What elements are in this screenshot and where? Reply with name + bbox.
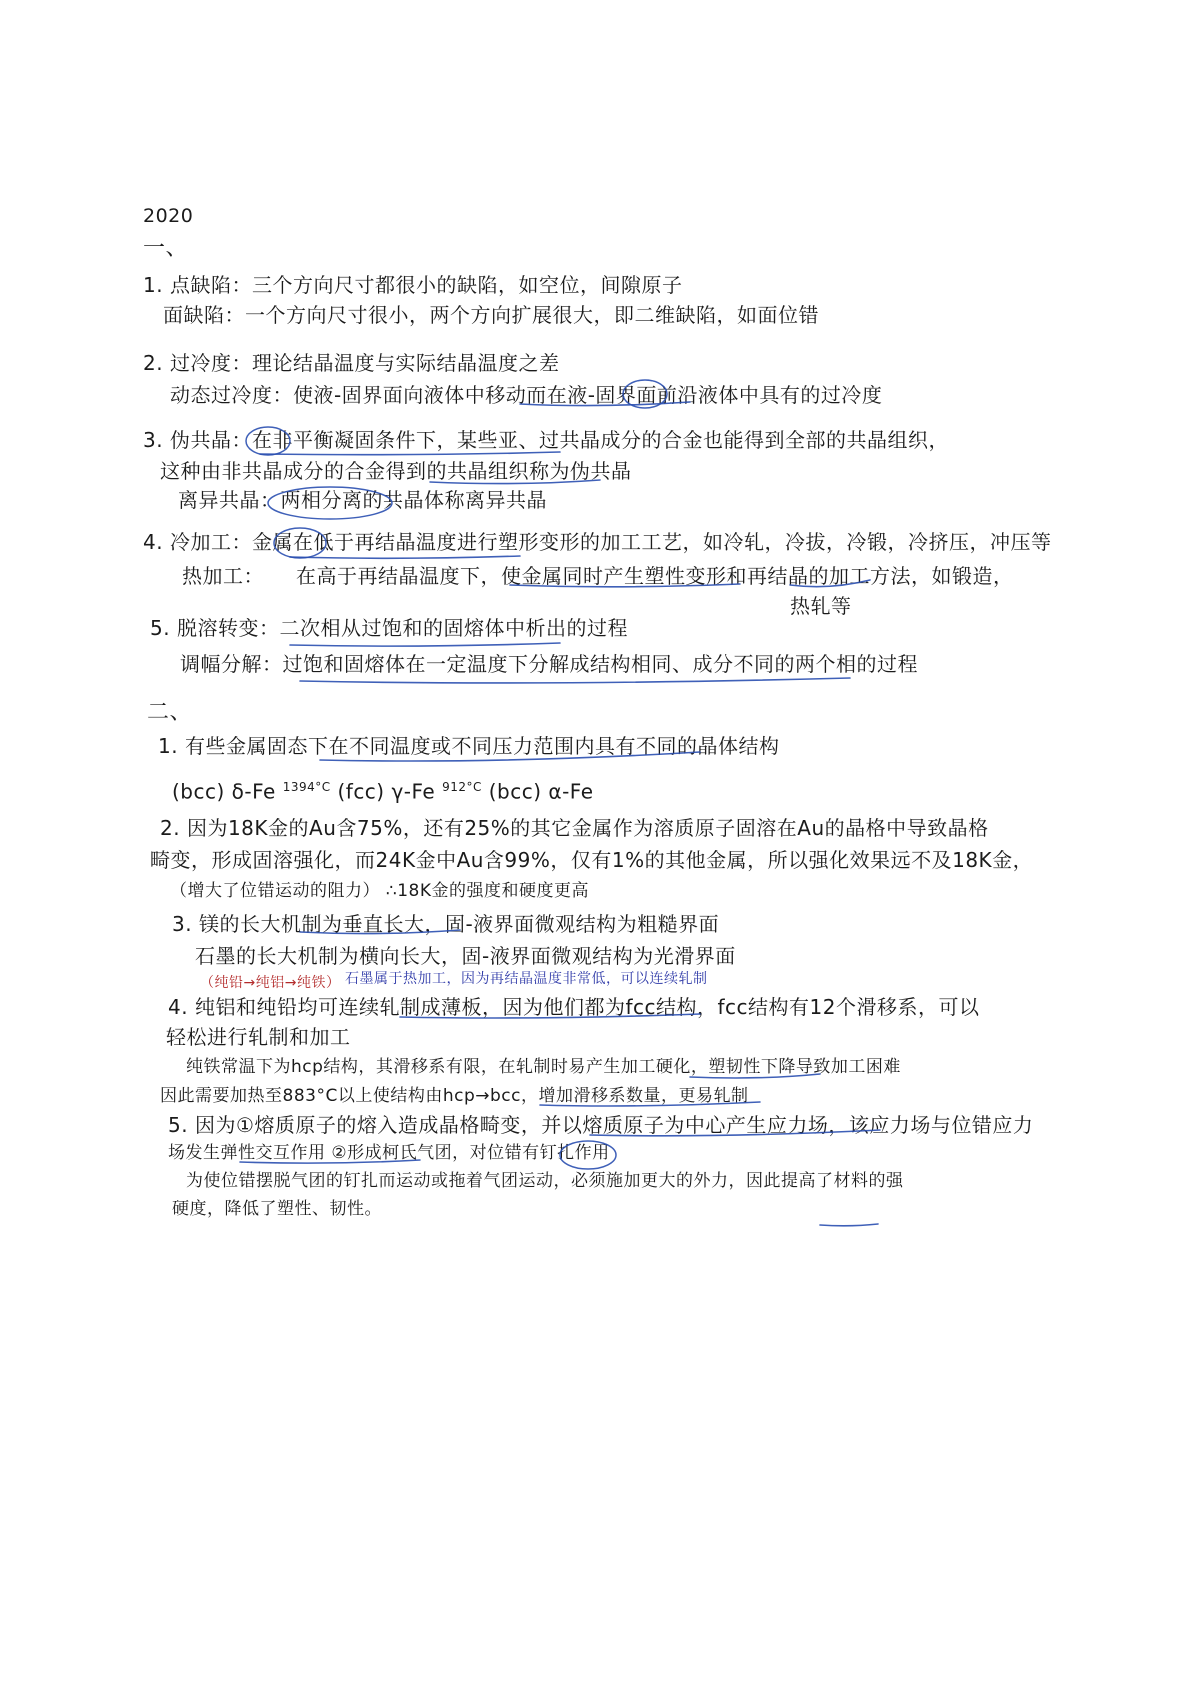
p1-item1-line1: [143, 272, 682, 298]
p2-item2-line1: [160, 815, 989, 841]
year-label: 2020: [143, 205, 194, 227]
underline-p1-5b: [300, 678, 850, 683]
p1-item2-number: 2.: [143, 351, 164, 375]
p1-item4-line1: [143, 529, 1051, 555]
part2-marker: 二、: [147, 700, 193, 725]
p2-item4-line1: [168, 994, 979, 1020]
p2-phase-gamma: (fcc) γ-Fe: [337, 779, 436, 804]
p1-item3-line2: 这种由非共晶成分的合金得到的共晶组织称为伪共晶: [160, 459, 632, 483]
p2-item2-text-a: 因为18K金的Au含75%，还有25%的其它金属作为溶质原子固溶在Au的晶格中导致晶格: [186, 816, 989, 840]
p1-item4-number: 4.: [143, 530, 164, 554]
p1-item4-line3: 在高于再结晶温度下，使金属同时产生塑性变形和再结晶的加工方法，如锻造，: [296, 564, 1014, 588]
p1-item3-line3: 离异共晶：两相分离的共晶体称离异共晶: [178, 488, 547, 512]
p2-item5-line2: 场发生弹性交互作用 ②形成柯氏气团，对位错有钉扎作用: [168, 1143, 610, 1163]
p2-item1-number: 1.: [158, 734, 179, 758]
p2-item4-text-a: 纯铝和纯铅均可连续轧制成薄板，因为他们都为fcc结构，fcc结构有12个滑移系，可以: [194, 995, 980, 1019]
p2-item5-number: 5.: [168, 1113, 189, 1137]
p1-item1-line2: 面缺陷：一个方向尺寸很小，两个方向扩展很大，即二维缺陷，如面位错: [163, 303, 819, 327]
p2-temp-1394: 1394°C: [282, 780, 331, 794]
p2-item4-line2: 轻松进行轧制和加工: [166, 1025, 351, 1049]
p1-item2-line1: [143, 350, 559, 376]
p2-item3-note-blue: 石墨属于热加工，因为再结晶温度非常低，可以连续轧制: [345, 971, 708, 987]
p2-item4-line4: 因此需要加热至883°C以上使结构由hcp→bcc，增加滑移系数量，更易轧制: [160, 1086, 749, 1106]
p1-item1-number: 1.: [143, 273, 164, 297]
p1-item2-text-a: 过冷度：理论结晶温度与实际结晶温度之差: [169, 351, 560, 375]
p2-item2-number: 2.: [160, 816, 181, 840]
p1-item5-number: 5.: [150, 616, 171, 640]
p2-item4-number: 4.: [168, 995, 189, 1019]
p2-item3-text-a: 镁的长大机制为垂直长大，固-液界面微观结构为粗糙界面: [198, 912, 720, 936]
p2-item3-number: 3.: [172, 912, 193, 936]
p2-item2-line3: （增大了位错运动的阻力） ∴18K金的强度和硬度更高: [170, 881, 589, 901]
p2-item4-line3: 纯铁常温下为hcp结构，其滑移系有限，在轧制时易产生加工硬化，塑韧性下降导致加工困难: [186, 1057, 901, 1077]
p1-item4-text-a: 冷加工：金属在低于再结晶温度进行塑形变形的加工工艺，如冷轧，冷拔，冷锻，冷挤压，冲压等: [169, 530, 1052, 554]
p1-item3-text-a: 伪共晶：在非平衡凝固条件下，某些亚、过共晶成分的合金也能得到全部的共晶组织，: [169, 428, 949, 452]
part1-marker: 一、: [143, 236, 189, 261]
p2-item3-line2: 石墨的长大机制为横向长大，固-液界面微观结构为光滑界面: [195, 944, 736, 968]
p1-item3-line1: [143, 427, 949, 453]
p2-item1-line1: [158, 733, 779, 759]
p1-item5-text-a: 脱溶转变：二次相从过饱和的固熔体中析出的过程: [176, 616, 628, 640]
p2-item5-line3: 为使位错摆脱气团的钉扎而运动或拖着气团运动，必须施加更大的外力，因此提高了材料的强: [186, 1171, 904, 1191]
p1-item1-text-a: 点缺陷：三个方向尺寸都很小的缺陷，如空位，间隙原子: [169, 273, 683, 297]
p2-item5-line4: 硬度，降低了塑性、韧性。: [172, 1199, 382, 1219]
p1-item4-line4: 热轧等: [790, 594, 852, 618]
p2-item1-text-a: 有些金属固态下在不同温度或不同压力范围内具有不同的晶体结构: [184, 734, 780, 758]
p1-item3-number: 3.: [143, 428, 164, 452]
p2-item2-line2: 畸变，形成固溶强化，而24K金中Au含99%，仅有1%的其他金属，所以强化效果远不及18K金，: [150, 848, 1034, 872]
p1-item5-line2: 调幅分解：过饱和固熔体在一定温度下分解成结构相同、成分不同的两个相的过程: [180, 652, 918, 676]
p2-temp-912: 912°C: [442, 780, 482, 794]
p2-item1-formula: [172, 774, 594, 805]
p1-item2-line2: 动态过冷度：使液-固界面向液体中移动而在液-固界面前沿液体中具有的过冷度: [170, 383, 883, 407]
p2-phase-alpha: (bcc) α-Fe: [488, 779, 594, 804]
p1-item4-line2: 热加工：: [182, 564, 264, 588]
p2-item3-line1: [172, 911, 719, 937]
p2-item3-note-red: （纯铅→纯铝→纯铁）: [200, 975, 341, 991]
p2-item5-line1: [168, 1112, 1033, 1138]
p1-item5-line1: [150, 615, 628, 641]
underline-p1-4a: [290, 556, 520, 558]
underline-p2-end: [820, 1224, 878, 1226]
p2-item5-text-a: 因为①熔质原子的熔入造成晶格畸变，并以熔质原子为中心产生应力场，该应力场与位错应力: [194, 1113, 1034, 1137]
p2-phase-delta: (bcc) δ-Fe: [172, 779, 276, 804]
underline-p1-5a: [290, 643, 560, 646]
